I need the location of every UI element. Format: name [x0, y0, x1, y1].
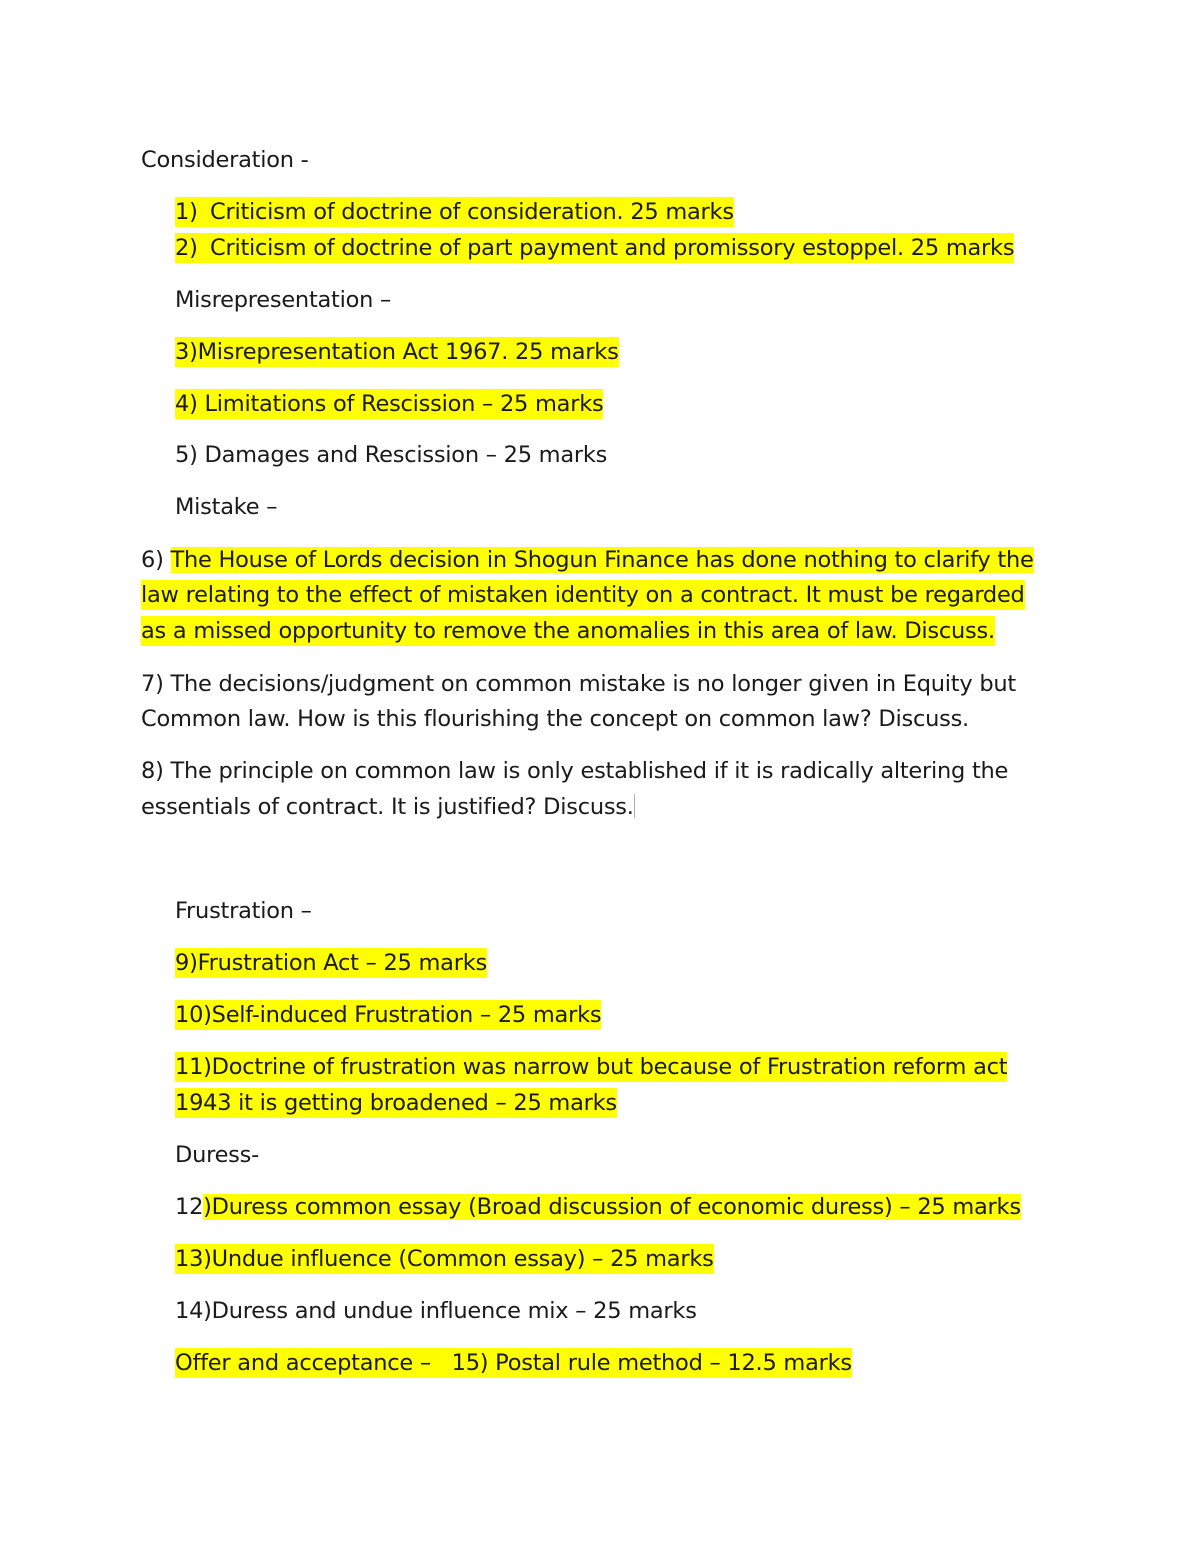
question-12-text: )Duress common essay (Broad discussion of economic duress) – 25 marks	[203, 1194, 1021, 1220]
question-6-number: 6)	[141, 547, 171, 573]
frustration-heading: Frustration –	[175, 898, 312, 924]
question-7-line-2: Common law. How is this flourishing the concept on common law? Discuss.	[141, 706, 969, 732]
question-11-line-1: 11)Doctrine of frustration was narrow but because of Frustration reform act	[175, 1054, 1008, 1080]
mistake-heading: Mistake –	[175, 494, 278, 520]
question-3: 3)Misrepresentation Act 1967. 25 marks	[175, 339, 619, 365]
question-4: 4) Limitations of Rescission – 25 marks	[175, 391, 604, 417]
question-8-line-1: 8) The principle on common law is only established if it is radically altering the	[141, 758, 1009, 784]
question-9: 9)Frustration Act – 25 marks	[175, 950, 487, 976]
text-cursor	[634, 794, 635, 818]
question-6-line-2: law relating to the effect of mistaken identity on a contract. It must be regarded	[141, 582, 1025, 608]
question-12-number: 12	[175, 1194, 204, 1220]
question-7-line-1: 7) The decisions/judgment on common mistake is no longer given in Equity but	[141, 671, 1016, 697]
question-1-text: Criticism of doctrine of consideration. 25 marks	[210, 199, 734, 225]
question-1	[175, 197, 734, 227]
question-12	[175, 1192, 1021, 1222]
offer-and-acceptance: Offer and acceptance – 15) Postal rule method – 12.5 marks	[175, 1350, 852, 1376]
question-2-text: Criticism of doctrine of part payment and promissory estoppel. 25 marks	[210, 235, 1015, 261]
question-6-line-1	[141, 545, 1034, 575]
duress-heading: Duress-	[175, 1142, 259, 1168]
question-13: 13)Undue influence (Common essay) – 25 marks	[175, 1246, 714, 1272]
consideration-heading: Consideration -	[141, 147, 309, 173]
question-11-line-2: 1943 it is getting broadened – 25 marks	[175, 1090, 617, 1116]
question-5: 5) Damages and Rescission – 25 marks	[175, 442, 608, 468]
question-8-line-2-text: essentials of contract. It is justified? Discuss.	[141, 794, 634, 820]
question-10: 10)Self-induced Frustration – 25 marks	[175, 1002, 602, 1028]
question-8-line-2	[141, 792, 635, 822]
question-14: 14)Duress and undue influence mix – 25 marks	[175, 1298, 697, 1324]
question-2	[175, 233, 1014, 263]
question-2-number: 2)	[175, 235, 198, 261]
question-6-line-3: as a missed opportunity to remove the anomalies in this area of law. Discuss.	[141, 618, 995, 644]
question-1-number: 1)	[175, 199, 198, 225]
misrepresentation-heading: Misrepresentation –	[175, 287, 392, 313]
question-6-text: The House of Lords decision in Shogun Finance has done nothing to clarify the	[170, 547, 1034, 573]
